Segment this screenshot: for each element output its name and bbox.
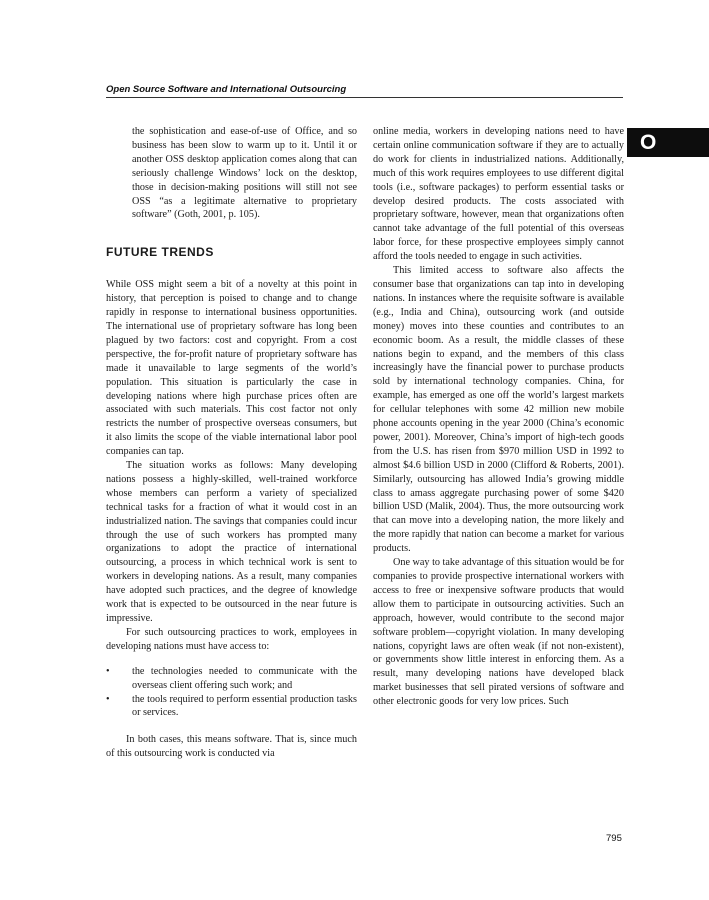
paragraph: online media, workers in developing nations need to have certain online communication software if they are to actually do work for clients in industrialized nations. Additionally, much of this work requires employees to use different digital tools (i.e., software packages) to perform essential tasks or develop desired products. The costs associated with proprietary software, however, mean that organizations often cannot take advantage of the full potential of this overseas labor force, for these prospective employees simply cannot afford the tools needed to engage in such activities. — [373, 126, 624, 263]
running-head: Open Source Software and International Outsourcing — [106, 84, 347, 95]
block-quote-continuation: the sophistication and ease-of-use of Office, and so business has been slow to warm up to it. Until it or another OSS desktop application comes along that can seriously challenge Windows’ lock on the desktop, those in decision-making positions will still not see OSS “as a legitimate alternative to proprietary software” (Goth, 2001, p. 105). — [132, 126, 357, 221]
paragraph: In both cases, this means software. That is, since much of this outsourcing work is conducted via — [106, 734, 357, 760]
bullet-icon: • — [106, 665, 110, 677]
paragraph: One way to take advantage of this situation would be for companies to provide prospective international workers with access to free or inexpensive software products that would allow them to participate in outsourcing activities. Such an approach, however, would contribute to the second major software problem—copyright violation. In many developing nations, copyright laws are often weak (if not non-existent), or governments show little interest in enforcing them. As a result, many developing nations have developed black market businesses that sell pirated versions of software and other electronic goods for very low prices. Such — [373, 557, 624, 708]
paragraph: This limited access to software also affects the consumer base that organizations can tap into in developing nations. In instances where the requisite software is available (e.g., India and China), outsourcing work (and outside money) moves into these counties and contributes to an economic boom. As a result, the middle classes of these nations begin to expand, and the members of this class increasingly have the financial power to purchase products sold by international technology companies. China, for example, has emerged as one off the world’s largest markets for cellular telephones with some 42 million new mobile phone accounts opening in the year 2000 (China’s economic power, 2001). Moreover, China’s import of high-tech goods from the U.S. has risen from $970 million USD in 1992 to almost $4.6 billion USD in 2000 (Clifford & Roberts, 2001). Similarly, outsourcing has allowed India’s growing middle class to amass aggregate purchasing power of some $420 billion USD (Malik, 2004). Thus, the more outsourcing work that can move into a developing nation, the more likely and the more rapidly that nation can become a market for various products. — [373, 265, 624, 555]
bullet-item — [106, 665, 357, 693]
bullet-text: the tools required to perform essential production tasks or services. — [132, 693, 357, 719]
paragraph: The situation works as follows: Many developing nations possess a highly-skilled, well-trained workforce whose members can perform a variety of specialized technical tasks for a fraction of what it would cost in an industrialized nation. The savings that companies could incur through the use of such workers has prompted many organizations to adopt the practice of international outsourcing, a process in which technical work is sent to workers in developing nations. As a result, many companies have adopted such practices, and the degree of knowledge work that is expected to be outsourced in the near future is impressive. — [106, 460, 357, 624]
paragraph: While OSS might seem a bit of a novelty at this point in history, that perception is poised to change and to change rapidly in response to international business opportunities. The international use of proprietary software has long been plagued by two factors: cost and copyright. From a cost perspective, the for-profit nature of proprietary software has made it unavailable to large segments of the world’s population. This situation is particularly the case in developing nations where high purchase prices often are associated with such materials. This cost factor not only restricts the number of prospective overseas consumers, but it also limits the scope of the viable international labor pool companies can tap. — [106, 279, 357, 458]
section-letter-tab: O — [627, 128, 709, 157]
paragraph: For such outsourcing practices to work, employees in developing nations must have access to: — [106, 626, 357, 652]
bullet-icon: • — [106, 693, 110, 705]
bullet-item — [106, 693, 357, 721]
header-rule — [106, 97, 623, 98]
section-heading: FUTURE TRENDS — [106, 245, 214, 260]
bullet-text: the technologies needed to communicate with the overseas client offering such work; and — [132, 665, 357, 691]
bullet-list — [106, 665, 357, 721]
right-column — [373, 125, 624, 709]
page-number: 795 — [606, 833, 622, 844]
left-column — [106, 125, 357, 761]
